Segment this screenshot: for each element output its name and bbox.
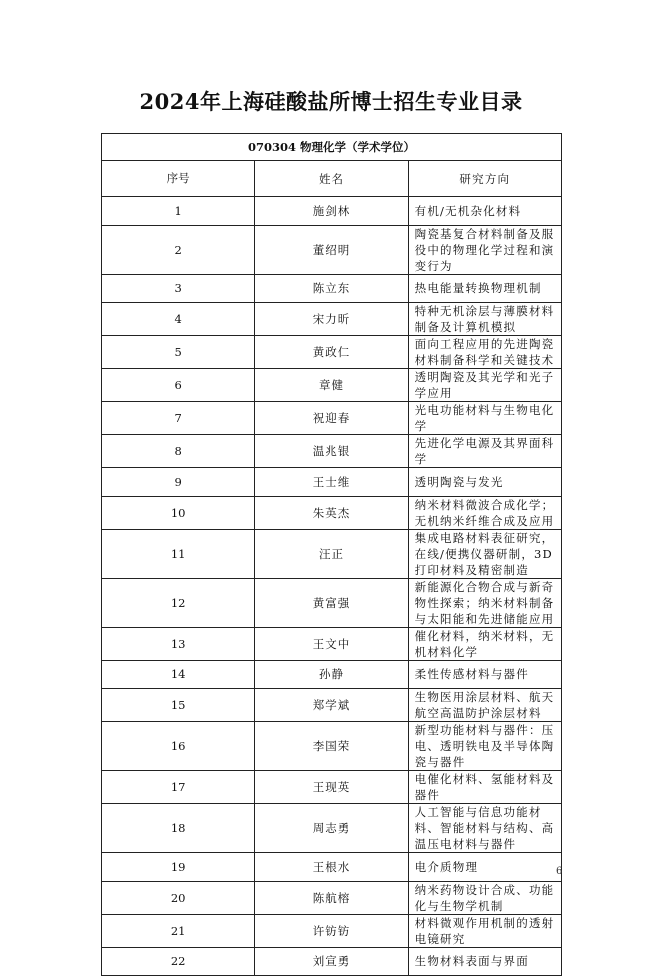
research-direction: 新能源化合物合成与新奇物性探索；纳米材料制备与太阳能和先进储能应用 — [408, 578, 561, 627]
row-number: 12 — [102, 578, 255, 627]
research-direction: 特种无机涂层与薄膜材料制备及计算机模拟 — [408, 303, 561, 336]
advisor-name: 陈立东 — [255, 274, 408, 303]
research-direction: 透明陶瓷与发光 — [408, 468, 561, 497]
table-row — [102, 303, 562, 336]
table-row — [102, 197, 562, 226]
row-number: 3 — [102, 274, 255, 303]
advisor-name: 祝迎春 — [255, 402, 408, 435]
catalog-table — [101, 133, 562, 976]
header-direction: 研究方向 — [408, 161, 561, 197]
research-direction: 透明陶瓷及其光学和光子学应用 — [408, 369, 561, 402]
table-row — [102, 435, 562, 468]
table-row — [102, 771, 562, 804]
row-number: 15 — [102, 689, 255, 722]
research-direction: 电介质物理 — [408, 853, 561, 882]
research-direction: 纳米药物设计合成、功能化与生物学机制 — [408, 881, 561, 914]
table-row — [102, 881, 562, 914]
table-row — [102, 402, 562, 435]
advisor-name: 王现英 — [255, 771, 408, 804]
page-number: 6 — [556, 866, 563, 877]
row-number: 10 — [102, 496, 255, 529]
advisor-name: 章健 — [255, 369, 408, 402]
page-title: 2024年上海硅酸盐所博士招生专业目录 — [139, 89, 523, 114]
advisor-name: 董绍明 — [255, 225, 408, 274]
advisor-name: 朱英杰 — [255, 496, 408, 529]
table-row — [102, 722, 562, 771]
research-direction: 有机/无机杂化材料 — [408, 197, 561, 226]
research-direction: 催化材料，纳米材料，无机材料化学 — [408, 627, 561, 660]
row-number: 6 — [102, 369, 255, 402]
table-row — [102, 225, 562, 274]
row-number: 18 — [102, 804, 255, 853]
research-direction: 生物医用涂层材料、航天航空高温防护涂层材料 — [408, 689, 561, 722]
advisor-name: 孙静 — [255, 660, 408, 689]
table-row — [102, 853, 562, 882]
advisor-name: 李国荣 — [255, 722, 408, 771]
row-number: 9 — [102, 468, 255, 497]
advisor-name: 王文中 — [255, 627, 408, 660]
table-row — [102, 468, 562, 497]
row-number: 17 — [102, 771, 255, 804]
section-header-row — [102, 134, 562, 161]
research-direction: 热电能量转换物理机制 — [408, 274, 561, 303]
row-number: 16 — [102, 722, 255, 771]
row-number: 20 — [102, 881, 255, 914]
research-direction: 光电功能材料与生物电化学 — [408, 402, 561, 435]
row-number: 14 — [102, 660, 255, 689]
row-number: 22 — [102, 947, 255, 976]
research-direction: 集成电路材料表征研究，在线/便携仪器研制，3D打印材料及精密制造 — [408, 529, 561, 578]
research-direction: 面向工程应用的先进陶瓷材料制备科学和关键技术 — [408, 336, 561, 369]
header-seq: 序号 — [102, 161, 255, 197]
row-number: 13 — [102, 627, 255, 660]
row-number: 8 — [102, 435, 255, 468]
row-number: 21 — [102, 914, 255, 947]
advisor-name: 黄政仁 — [255, 336, 408, 369]
research-direction: 纳米材料微波合成化学；无机纳米纤维合成及应用 — [408, 496, 561, 529]
table-row — [102, 914, 562, 947]
table-row — [102, 369, 562, 402]
table-row — [102, 274, 562, 303]
research-direction: 先进化学电源及其界面科学 — [408, 435, 561, 468]
advisor-name: 汪正 — [255, 529, 408, 578]
table-row — [102, 689, 562, 722]
advisor-name: 陈航榕 — [255, 881, 408, 914]
row-number: 5 — [102, 336, 255, 369]
research-direction: 电催化材料、氢能材料及器件 — [408, 771, 561, 804]
advisor-name: 施剑林 — [255, 197, 408, 226]
table-row — [102, 578, 562, 627]
row-number: 11 — [102, 529, 255, 578]
table-row — [102, 336, 562, 369]
advisor-name: 许钫钫 — [255, 914, 408, 947]
advisor-name: 黄富强 — [255, 578, 408, 627]
section-title: 070304 物理化学（学术学位） — [102, 134, 562, 161]
research-direction: 人工智能与信息功能材料、智能材料与结构、高温压电材料与器件 — [408, 804, 561, 853]
research-direction: 新型功能材料与器件：压电、透明铁电及半导体陶瓷与器件 — [408, 722, 561, 771]
table-row — [102, 529, 562, 578]
research-direction: 生物材料表面与界面 — [408, 947, 561, 976]
row-number: 1 — [102, 197, 255, 226]
header-name: 姓名 — [255, 161, 408, 197]
advisor-name: 刘宣勇 — [255, 947, 408, 976]
research-direction: 材料微观作用机制的透射电镜研究 — [408, 914, 561, 947]
row-number: 2 — [102, 225, 255, 274]
row-number: 4 — [102, 303, 255, 336]
advisor-name: 周志勇 — [255, 804, 408, 853]
advisor-name: 郑学斌 — [255, 689, 408, 722]
research-direction: 陶瓷基复合材料制备及服役中的物理化学过程和演变行为 — [408, 225, 561, 274]
table-row — [102, 627, 562, 660]
table-row — [102, 496, 562, 529]
row-number: 19 — [102, 853, 255, 882]
advisor-name: 温兆银 — [255, 435, 408, 468]
research-direction: 柔性传感材料与器件 — [408, 660, 561, 689]
table-row — [102, 660, 562, 689]
advisor-name: 王根水 — [255, 853, 408, 882]
table-row — [102, 947, 562, 976]
advisor-name: 宋力昕 — [255, 303, 408, 336]
column-header-row — [102, 161, 562, 197]
table-row — [102, 804, 562, 853]
row-number: 7 — [102, 402, 255, 435]
advisor-name: 王士维 — [255, 468, 408, 497]
